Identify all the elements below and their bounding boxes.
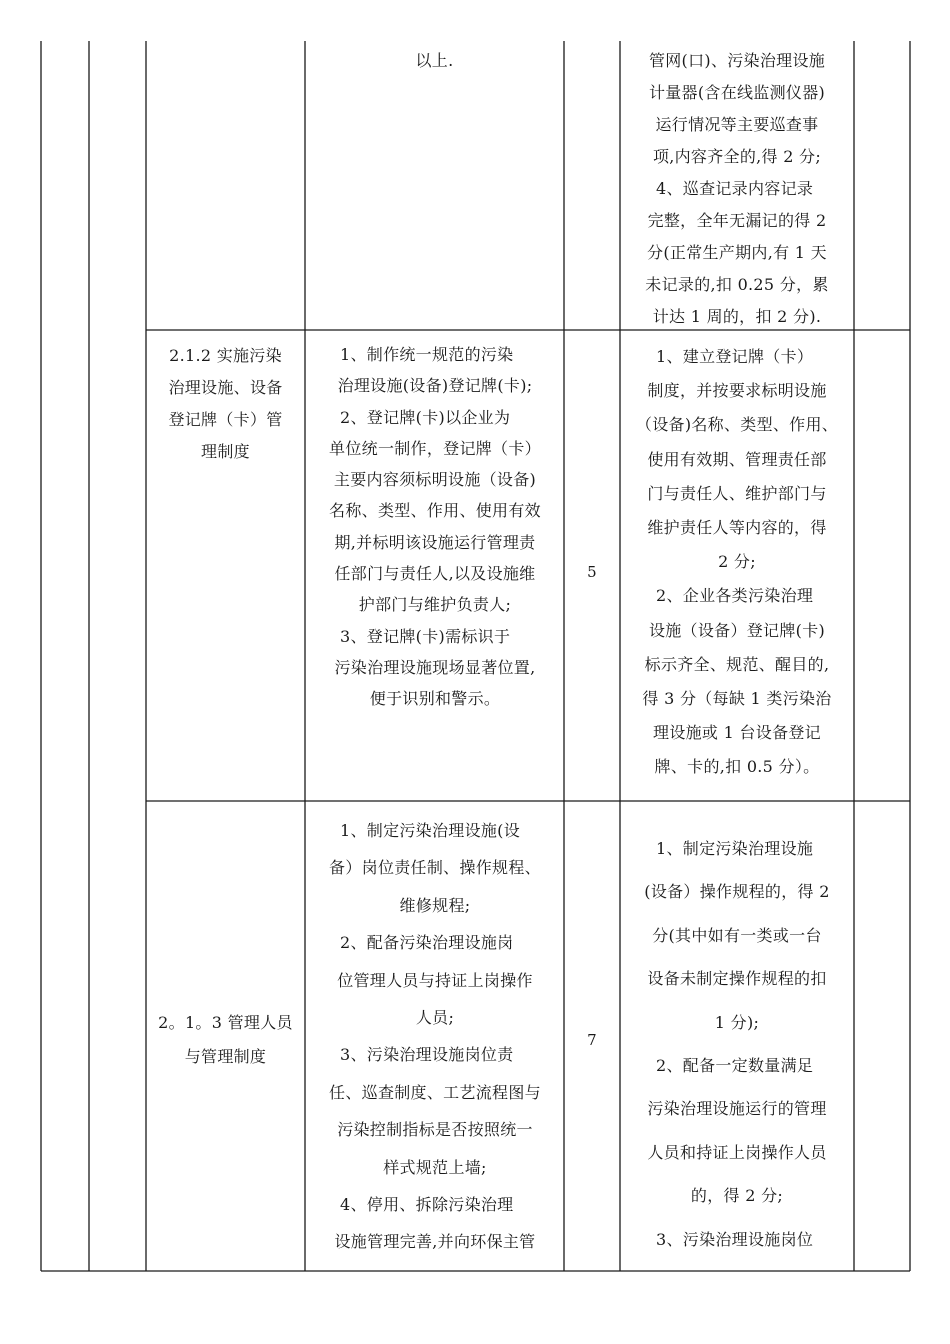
row2-content-line: 污染治理设施现场显著位置, [334, 657, 536, 677]
row1-scoring-line: 计量器(含在线监测仪器) [648, 83, 826, 102]
row2-content-line: 治理设施(设备)登记牌(卡); [337, 376, 533, 396]
row2-scoring-line: 2、企业各类污染治理 [656, 586, 814, 606]
row2-score-cell [564, 556, 620, 588]
row1-scoring-line: 未记录的,扣 0.25 分，累 [645, 275, 829, 294]
row2-scoring-line: 维护责任人等内容的，得 [647, 518, 827, 538]
row2-content-line: 2、登记牌(卡)以企业为 [340, 407, 511, 427]
row3-content-line: 备）岗位责任制、操作规程、 [329, 858, 541, 878]
row3-scoring-line: 1、制定污染治理设施 [656, 839, 814, 858]
row3-content-line: 2、配备污染治理设施岗 [340, 933, 514, 953]
row3-content-line: 维修规程; [399, 895, 471, 915]
row2-item-line: 登记牌（卡）管 [168, 410, 283, 429]
row2-content-line: 单位统一制作，登记牌（卡） [329, 438, 541, 458]
row2-scoring-line: 得 3 分（每缺 1 类污染治 [642, 689, 832, 709]
row3-scoring-line: 3、污染治理设施岗位 [656, 1229, 814, 1249]
row3-scoring-line: 的，得 2 分; [690, 1186, 784, 1206]
row1-scoring-line: 运行情况等主要巡查事 [655, 115, 819, 134]
row2-scoring-line: 1、建立登记牌（卡） [656, 347, 814, 366]
row3-scoring-line: 污染治理设施运行的管理 [647, 1099, 827, 1119]
row2-scoring-line: 理设施或 1 台设备登记 [653, 723, 821, 743]
row2-content-line: 主要内容须标明设施（设备) [333, 470, 537, 490]
row3-content-line: 3、污染治理设施岗位责 [340, 1045, 514, 1065]
row2-content-cell [308, 339, 562, 739]
row3-content-cell [308, 812, 562, 1268]
row3-content-line: 任、巡查制度、工艺流程图与 [329, 1082, 541, 1102]
row1-scoring-line: 计达 1 周的，扣 2 分). [652, 307, 822, 326]
row2-scoring-line: 门与责任人、维护部门与 [647, 483, 827, 503]
row3-scoring-cell [624, 827, 850, 1267]
row3-item-line: 与管理制度 [184, 1047, 267, 1066]
row2-scoring-line: 标示齐全、规范、醒目的, [644, 654, 830, 674]
row1-scoring-line: 项,内容齐全的,得 2 分; [652, 147, 822, 166]
row3-scoring-line: 1 分); [714, 1012, 760, 1032]
row2-item-line: 理制度 [201, 442, 250, 461]
row3-content-line: 污染控制指标是否按照统一 [337, 1120, 533, 1140]
row2-scoring-line: 2 分; [718, 552, 756, 572]
row2-scoring-line: 设施（设备）登记牌(卡) [648, 620, 826, 640]
row2-item-line: 2.1.2 实施污染 [169, 346, 282, 365]
row3-item-line: 2。1。3 管理人员 [158, 1013, 293, 1032]
row2-content-line: 3、登记牌(卡)需标识于 [340, 626, 511, 646]
row2-content-line: 便于识别和警示。 [369, 689, 501, 709]
row2-content-line: 1、制作统一规范的污染 [340, 345, 514, 364]
row1-scoring-line: 分(正常生产期内,有 1 天 [647, 243, 827, 262]
row3-content-line: 人员; [415, 1008, 455, 1028]
row2-scoring-line: 制度，并按要求标明设施 [647, 381, 827, 401]
row2-scoring-line: 使用有效期、管理责任部 [647, 449, 827, 469]
row3-scoring-line: 分(其中如有一类或一台 [652, 925, 822, 945]
row1-scoring-line: 完整，全年无漏记的得 2 [647, 211, 827, 230]
row1-scoring-cell [624, 45, 850, 330]
row2-content-line: 任部门与责任人,以及设施维 [334, 564, 536, 584]
row3-scoring-line: 设备未制定操作规程的扣 [647, 969, 827, 989]
row1-scoring-line: 4、巡查记录内容记录 [656, 179, 814, 198]
row1-content-cell [305, 45, 564, 105]
row3-scoring-line: 人员和持证上岗操作人员 [647, 1142, 827, 1162]
row2-scoring-line: 牌、卡的,扣 0.5 分）。 [654, 757, 820, 777]
row1-content-line: 以上. [415, 51, 454, 70]
row2-content-line: 护部门与维护负责人; [358, 595, 512, 615]
row2-content-line: 名称、类型、作用、使用有效 [329, 501, 541, 521]
row3-content-line: 位管理人员与持证上岗操作 [337, 970, 533, 990]
row2-scoring-line: （设备)名称、类型、作用、 [635, 415, 839, 435]
row1-scoring-line: 管网(口)、污染治理设施 [648, 51, 826, 70]
row2-score: 5 [587, 563, 597, 581]
row3-content-line: 设施管理完善,并向环保主管 [334, 1232, 536, 1252]
row3-content-line: 样式规范上墙; [383, 1157, 487, 1177]
row3-score: 7 [587, 1031, 597, 1049]
row3-item-cell [148, 1006, 303, 1076]
row2-item-line: 治理设施、设备 [168, 378, 283, 397]
row3-content-line: 4、停用、拆除污染治理 [340, 1195, 514, 1215]
row3-scoring-line: (设备）操作规程的，得 2 [644, 882, 830, 902]
row2-content-line: 期,并标明该设施运行管理责 [334, 532, 536, 552]
row2-item-cell [148, 340, 303, 480]
row2-scoring-cell [624, 340, 850, 800]
row3-content-line: 1、制定污染治理设施(设 [340, 821, 521, 840]
row3-scoring-line: 2、配备一定数量满足 [656, 1056, 814, 1076]
row3-score-cell [564, 1024, 620, 1056]
